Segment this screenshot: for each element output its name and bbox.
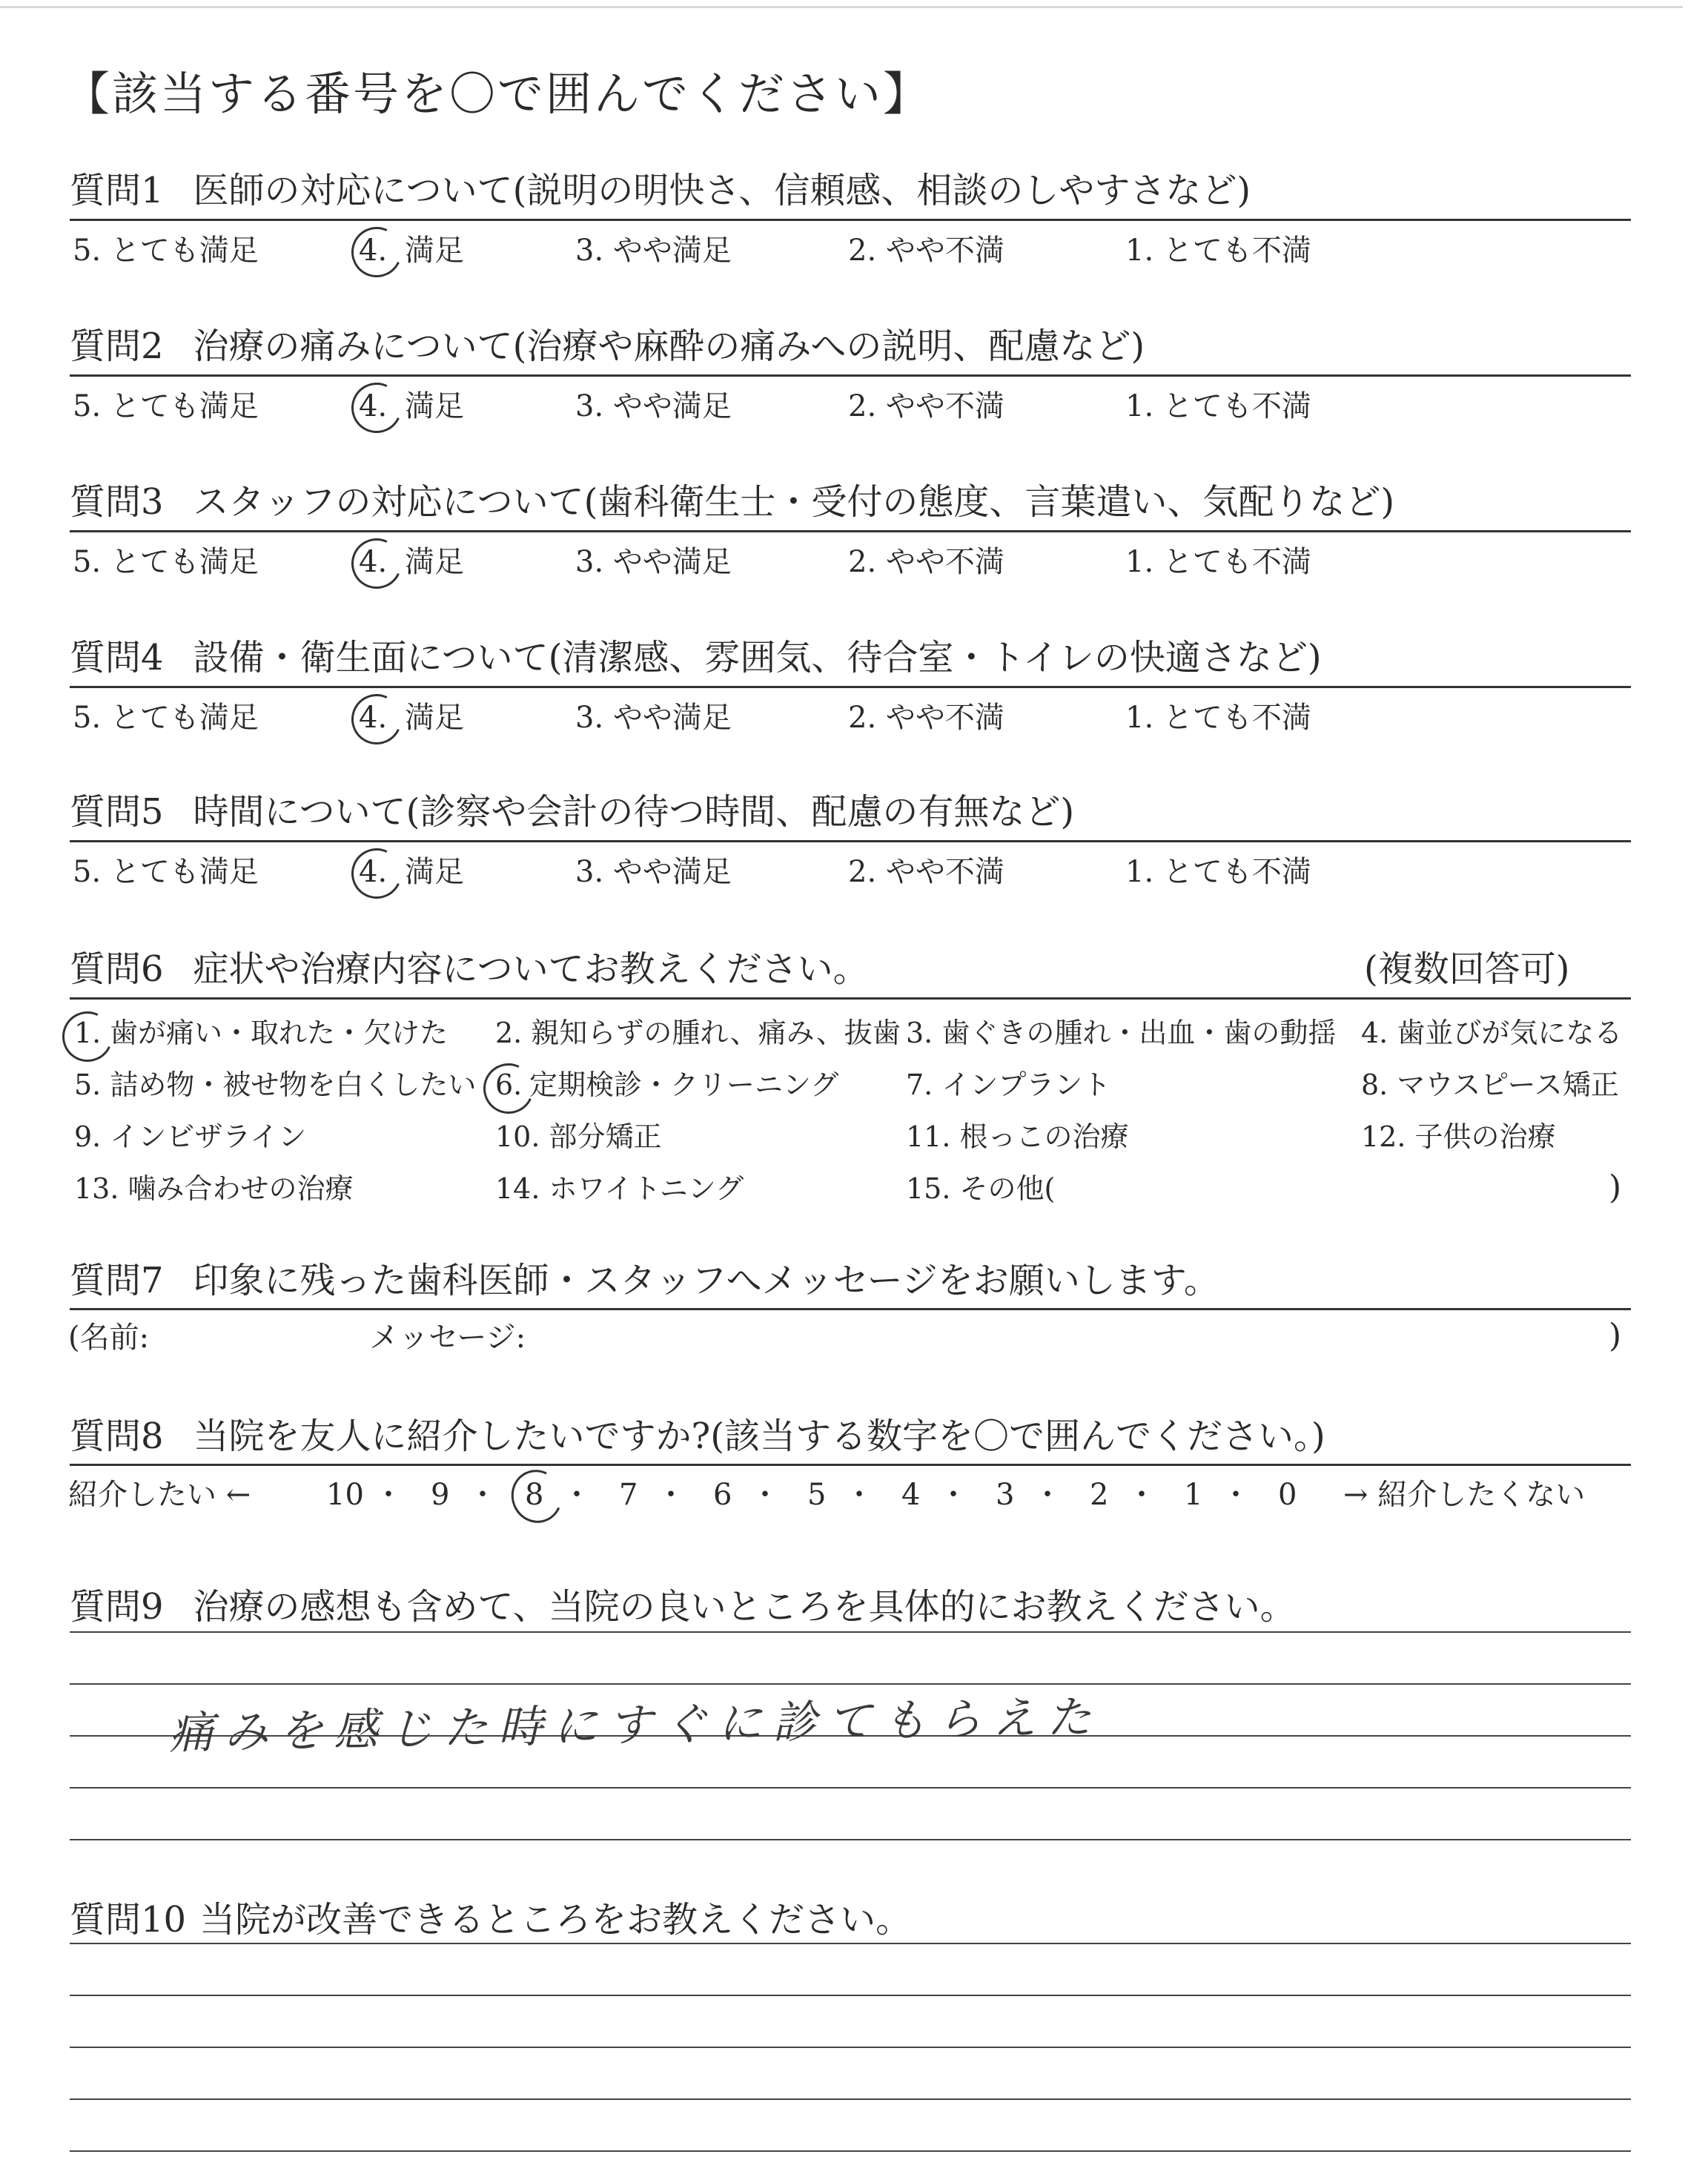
- q8-scale-dot: ・: [1033, 1478, 1062, 1512]
- q6-option-10[interactable]: 10. 部分矯正: [495, 1120, 662, 1153]
- q10-line-3: [70, 2047, 1631, 2048]
- q2-opt-4-number[interactable]: 4.: [359, 389, 388, 423]
- q6-option-13[interactable]: 13. 噛み合わせの治療: [74, 1172, 354, 1205]
- q6-option-15-close: ): [1609, 1169, 1622, 1206]
- q6-option-1-label[interactable]: 歯が痛い・取れた・欠けた: [110, 1017, 448, 1049]
- q3-opt-1[interactable]: 1. とても不満: [1125, 545, 1311, 579]
- q8-scale-0[interactable]: 0: [1278, 1478, 1297, 1512]
- q5-opt-4-label[interactable]: 満足: [405, 855, 464, 889]
- q4-title: [70, 637, 1322, 678]
- q5-number: 質問5: [70, 791, 164, 833]
- q8-scale-dot: ・: [656, 1478, 686, 1512]
- q5-text: 時間について(診察や会計の待つ時間、配慮の有無など): [193, 791, 1075, 833]
- q3-opt-5[interactable]: 5. とても満足: [73, 545, 259, 579]
- q6-option-14[interactable]: 14. ホワイトニング: [495, 1172, 744, 1205]
- q1-title: [70, 170, 1251, 211]
- q1-text: 医師の対応について(説明の明快さ、信頼感、相談のしやすさなど): [193, 170, 1251, 211]
- q7-title: [70, 1260, 1219, 1301]
- q8-scale-9[interactable]: 9: [431, 1478, 450, 1512]
- q6-option-6-label[interactable]: 定期検診・クリーニング: [529, 1069, 839, 1101]
- q8-scale-dot: ・: [750, 1478, 780, 1512]
- q8-scale-7[interactable]: 7: [619, 1478, 638, 1512]
- q6-option-2[interactable]: 2. 親知らずの腫れ、痛み、抜歯: [495, 1017, 901, 1049]
- q3-opt-4-label[interactable]: 満足: [405, 545, 464, 579]
- q3-number: 質問3: [70, 481, 164, 523]
- q6-text: 症状や治療内容についてお教えください。: [193, 948, 869, 990]
- q8-scale-4[interactable]: 4: [901, 1478, 921, 1512]
- q8-number: 質問8: [70, 1416, 164, 1457]
- q2-opt-3[interactable]: 3. やや満足: [575, 389, 732, 423]
- q6-option-12[interactable]: 12. 子供の治療: [1361, 1120, 1556, 1153]
- q3-title: [70, 481, 1395, 523]
- q1-opt-5[interactable]: 5. とても満足: [73, 234, 259, 268]
- q8-scale-dot: ・: [562, 1478, 592, 1512]
- q8-right-label: → 紹介したくない: [1343, 1478, 1586, 1512]
- q8-scale-6[interactable]: 6: [713, 1478, 732, 1512]
- q3-opt-4-number[interactable]: 4.: [359, 545, 388, 579]
- q6-number: 質問6: [70, 948, 164, 990]
- q1-number: 質問1: [70, 170, 164, 211]
- q8-scale-dot: ・: [844, 1478, 874, 1512]
- q9-text: 治療の感想も含めて、当院の良いところを具体的にお教えください。: [193, 1586, 1296, 1628]
- q7-rule: [70, 1308, 1631, 1310]
- q5-opt-2[interactable]: 2. やや不満: [848, 855, 1004, 889]
- q1-opt-4-label[interactable]: 満足: [405, 234, 464, 268]
- q2-number: 質問2: [70, 326, 164, 367]
- q8-scale-1[interactable]: 1: [1184, 1478, 1203, 1512]
- q4-opt-4-number[interactable]: 4.: [359, 701, 388, 735]
- q6-rule: [70, 997, 1631, 1000]
- q9-title: [70, 1586, 1296, 1628]
- q8-scale-3[interactable]: 3: [996, 1478, 1015, 1512]
- q9-line-1: [70, 1631, 1631, 1633]
- page-title: 【該当する番号を〇で囲んでください】: [64, 67, 932, 121]
- q9-line-4: [70, 1787, 1631, 1789]
- q6-option-3[interactable]: 3. 歯ぐきの腫れ・出血・歯の動揺: [906, 1017, 1337, 1049]
- q5-opt-3[interactable]: 3. やや満足: [575, 855, 732, 889]
- q2-text: 治療の痛みについて(治療や麻酔の痛みへの説明、配慮など): [193, 326, 1145, 367]
- q6-option-15[interactable]: 15. その他(: [906, 1172, 1056, 1205]
- q6-option-8[interactable]: 8. マウスピース矯正: [1361, 1069, 1619, 1101]
- q5-opt-4-number[interactable]: 4.: [359, 855, 388, 889]
- q3-opt-3[interactable]: 3. やや満足: [575, 545, 732, 579]
- q8-scale-dot: ・: [939, 1478, 968, 1512]
- q4-opt-1[interactable]: 1. とても不満: [1125, 701, 1311, 735]
- q4-opt-4-label[interactable]: 満足: [405, 701, 464, 735]
- q3-text: スタッフの対応について(歯科衛生士・受付の態度、言葉遣い、気配りなど): [193, 481, 1395, 523]
- q8-scale-dot: ・: [1127, 1478, 1156, 1512]
- q10-line-5: [70, 2150, 1631, 2152]
- q1-opt-3[interactable]: 3. やや満足: [575, 234, 732, 268]
- q10-number: 質問10: [70, 1899, 187, 1941]
- q6-option-6-number[interactable]: 6.: [495, 1069, 523, 1101]
- q8-scale-dot: ・: [468, 1478, 497, 1512]
- q2-opt-5[interactable]: 5. とても満足: [73, 389, 259, 423]
- q1-rule: [70, 219, 1631, 221]
- q9-handwritten-answer[interactable]: 痛みを感じた時にすぐに診てもらえた: [168, 1691, 1102, 1760]
- q4-rule: [70, 686, 1631, 688]
- q3-opt-2[interactable]: 2. やや不満: [848, 545, 1004, 579]
- q6-option-7[interactable]: 7. インプラント: [906, 1069, 1111, 1101]
- q2-title: [70, 326, 1145, 367]
- q10-line-4: [70, 2098, 1631, 2100]
- q6-option-4[interactable]: 4. 歯並びが気になる: [1361, 1017, 1623, 1049]
- q1-opt-2[interactable]: 2. やや不満: [848, 234, 1004, 268]
- q2-opt-2[interactable]: 2. やや不満: [848, 389, 1004, 423]
- q5-rule: [70, 840, 1631, 842]
- q8-scale-dot: ・: [1221, 1478, 1251, 1512]
- q7-number: 質問7: [70, 1260, 164, 1301]
- q4-opt-2[interactable]: 2. やや不満: [848, 701, 1004, 735]
- q1-opt-1[interactable]: 1. とても不満: [1125, 234, 1311, 268]
- q4-opt-3[interactable]: 3. やや満足: [575, 701, 732, 735]
- q2-opt-1[interactable]: 1. とても不満: [1125, 389, 1311, 423]
- q4-opt-5[interactable]: 5. とても満足: [73, 701, 259, 735]
- q9-line-2: [70, 1683, 1631, 1685]
- q9-line-5: [70, 1839, 1631, 1840]
- q5-opt-5[interactable]: 5. とても満足: [73, 855, 259, 889]
- q1-opt-4-number[interactable]: 4.: [359, 234, 388, 268]
- q2-rule: [70, 374, 1631, 377]
- q10-text: 当院が改善できるところをお教えください。: [199, 1899, 912, 1941]
- q6-option-11[interactable]: 11. 根っこの治療: [906, 1120, 1129, 1153]
- q3-rule: [70, 530, 1631, 532]
- q6-option-1-number[interactable]: 1.: [74, 1017, 102, 1049]
- top-border: [0, 6, 1683, 8]
- q9-number: 質問9: [70, 1586, 164, 1628]
- q6-option-9[interactable]: 9. インビザライン: [74, 1120, 307, 1153]
- q10-line-1: [70, 1943, 1631, 1944]
- q8-scale-8[interactable]: 8: [525, 1478, 544, 1512]
- q6-note: (複数回答可): [1364, 948, 1570, 990]
- q5-opt-1[interactable]: 1. とても不満: [1125, 855, 1311, 889]
- q7-close-paren: ): [1609, 1317, 1622, 1355]
- q10-title: [70, 1899, 912, 1941]
- q8-rule: [70, 1464, 1631, 1466]
- q7-name-label: (名前:: [68, 1321, 150, 1355]
- q8-scale-5[interactable]: 5: [807, 1478, 827, 1512]
- q4-text: 設備・衛生面について(清潔感、雰囲気、待合室・トイレの快適さなど): [193, 637, 1322, 678]
- q6-title: [70, 948, 869, 990]
- q6-option-5[interactable]: 5. 詰め物・被せ物を白くしたい: [74, 1069, 477, 1101]
- q4-number: 質問4: [70, 637, 164, 678]
- q8-scale-dot: ・: [374, 1478, 403, 1512]
- q5-title: [70, 791, 1075, 833]
- q2-opt-4-label[interactable]: 満足: [405, 389, 464, 423]
- q8-left-label: 紹介したい ←: [68, 1478, 251, 1512]
- q7-message-label: メッセージ:: [369, 1321, 526, 1355]
- q8-text: 当院を友人に紹介したいですか?(該当する数字を〇で囲んでください。): [193, 1416, 1325, 1457]
- q7-text: 印象に残った歯科医師・スタッフへメッセージをお願いします。: [193, 1260, 1219, 1301]
- q8-scale-2[interactable]: 2: [1090, 1478, 1109, 1512]
- q10-line-2: [70, 1995, 1631, 1996]
- q8-title: [70, 1416, 1325, 1457]
- q8-scale-10[interactable]: 10: [326, 1478, 364, 1512]
